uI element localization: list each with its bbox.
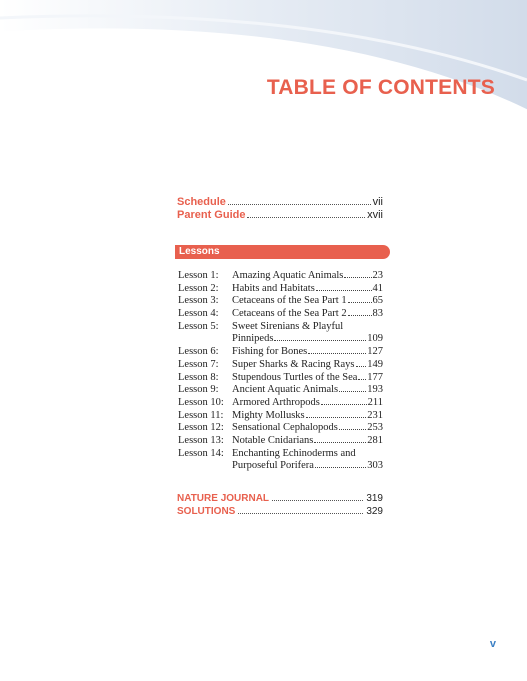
lesson-page: 23	[372, 270, 383, 281]
lesson-page: 65	[372, 295, 383, 307]
lesson-title: Ancient Aquatic Animals	[232, 384, 339, 396]
leader-dots	[306, 417, 367, 418]
lesson-number: Lesson 11:	[178, 409, 224, 421]
lessons-list	[178, 270, 383, 473]
lesson-number: Lesson 6:	[178, 346, 219, 358]
leader-dots	[348, 315, 372, 316]
leader-dots	[228, 204, 371, 205]
lesson-entry[interactable]	[178, 422, 383, 435]
lesson-number-spacer	[178, 333, 232, 346]
lesson-title-line1: Sweet Sirenians & Playful	[232, 320, 344, 332]
lesson-entry[interactable]	[178, 321, 383, 334]
lesson-entry[interactable]	[178, 410, 383, 423]
lesson-title: Fishing for Bones	[232, 346, 308, 358]
page-title: TABLE OF CONTENTS	[266, 76, 495, 99]
lesson-page: 253	[367, 422, 383, 434]
lesson-number: Lesson 7:	[178, 358, 219, 370]
lesson-page: 211	[367, 396, 383, 408]
lesson-entry[interactable]	[178, 397, 383, 410]
lesson-entry[interactable]	[178, 295, 383, 308]
leader-dots	[339, 429, 366, 430]
leader-dots	[321, 404, 367, 405]
lesson-entry[interactable]	[178, 384, 383, 397]
leader-dots	[314, 442, 366, 443]
lesson-number: Lesson 1:	[178, 270, 219, 281]
leader-dots	[356, 366, 367, 367]
lesson-title: Super Sharks & Racing Rays	[232, 358, 355, 370]
lesson-number: Lesson 10:	[178, 396, 224, 408]
lesson-title: Cetaceans of the Sea Part 1	[232, 295, 347, 307]
lesson-title: Pinnipeds	[232, 333, 274, 345]
lesson-title: Stupendous Turtles of the Sea	[232, 371, 358, 383]
lesson-title: Habits and Habitats	[232, 282, 315, 294]
toc-entry-page: 319	[366, 493, 383, 504]
lesson-title: Cetaceans of the Sea Part 2	[232, 308, 347, 320]
toc-entry-label: Schedule	[177, 196, 226, 208]
lesson-page: 177	[367, 371, 383, 383]
lesson-entry[interactable]	[178, 308, 383, 321]
lesson-page: 127	[367, 346, 383, 358]
back-matter-list	[177, 493, 383, 519]
leader-dots	[247, 217, 365, 218]
lesson-title: Sensational Cephalopods	[232, 422, 338, 434]
lesson-page: 193	[367, 384, 383, 396]
lesson-number: Lesson 12:	[178, 422, 224, 434]
lesson-page: 149	[367, 358, 383, 370]
toc-entry-label: NATURE JOURNAL	[177, 493, 270, 504]
leader-dots	[348, 302, 372, 303]
lesson-page: 83	[372, 308, 383, 320]
lesson-number: Lesson 4:	[178, 308, 219, 320]
lesson-page: 231	[367, 409, 383, 421]
lesson-entry-continued[interactable]	[178, 333, 383, 346]
toc-entry-page: vii	[372, 196, 383, 208]
lesson-page: 303	[367, 460, 383, 472]
lesson-entry[interactable]	[178, 448, 383, 461]
lesson-number: Lesson 5:	[178, 320, 219, 332]
leader-dots	[339, 391, 366, 392]
toc-entry-parent-guide[interactable]	[177, 209, 383, 222]
lesson-title: Amazing Aquatic Animals	[232, 270, 344, 281]
lessons-section-heading: Lessons	[175, 245, 390, 259]
leader-dots	[274, 340, 366, 341]
page-number: v	[489, 638, 496, 650]
lesson-title: Notable Cnidarians	[232, 434, 314, 446]
lesson-entry[interactable]	[178, 359, 383, 372]
lesson-entry[interactable]	[178, 346, 383, 359]
lesson-title: Armored Arthropods	[232, 396, 320, 408]
toc-entry-schedule[interactable]	[177, 196, 383, 209]
lesson-entry[interactable]	[178, 270, 383, 283]
lesson-number: Lesson 8:	[178, 371, 219, 383]
lesson-page: 41	[372, 282, 383, 294]
lesson-title: Mighty Mollusks	[232, 409, 305, 421]
leader-dots	[358, 379, 366, 380]
lesson-entry[interactable]	[178, 435, 383, 448]
lesson-number: Lesson 14:	[178, 447, 224, 459]
leader-dots	[308, 353, 366, 354]
leader-dots	[315, 467, 366, 468]
toc-entry-nature-journal[interactable]	[177, 493, 383, 506]
lesson-entry[interactable]	[178, 372, 383, 385]
lesson-entry[interactable]	[178, 283, 383, 296]
lesson-number: Lesson 2:	[178, 282, 219, 294]
leader-dots	[344, 277, 371, 278]
lesson-page: 109	[367, 333, 383, 345]
toc-entry-label: SOLUTIONS	[177, 506, 236, 517]
lesson-title-line1: Enchanting Echinoderms and	[232, 447, 356, 459]
lesson-number-spacer	[178, 460, 232, 473]
leader-dots	[316, 290, 372, 291]
front-matter-list	[177, 196, 383, 222]
lesson-number: Lesson 3:	[178, 295, 219, 307]
leader-dots	[272, 500, 363, 501]
lesson-number: Lesson 9:	[178, 384, 219, 396]
toc-entry-label: Parent Guide	[177, 209, 246, 221]
lesson-title: Purposeful Porifera	[232, 460, 314, 472]
lesson-entry-continued[interactable]	[178, 460, 383, 473]
header-swoosh-decoration	[0, 0, 527, 130]
toc-entry-page: xvii	[367, 209, 383, 221]
leader-dots	[238, 513, 363, 514]
toc-entry-solutions[interactable]	[177, 506, 383, 519]
lesson-number: Lesson 13:	[178, 434, 224, 446]
toc-entry-page: 329	[366, 506, 383, 517]
lesson-page: 281	[367, 434, 383, 446]
